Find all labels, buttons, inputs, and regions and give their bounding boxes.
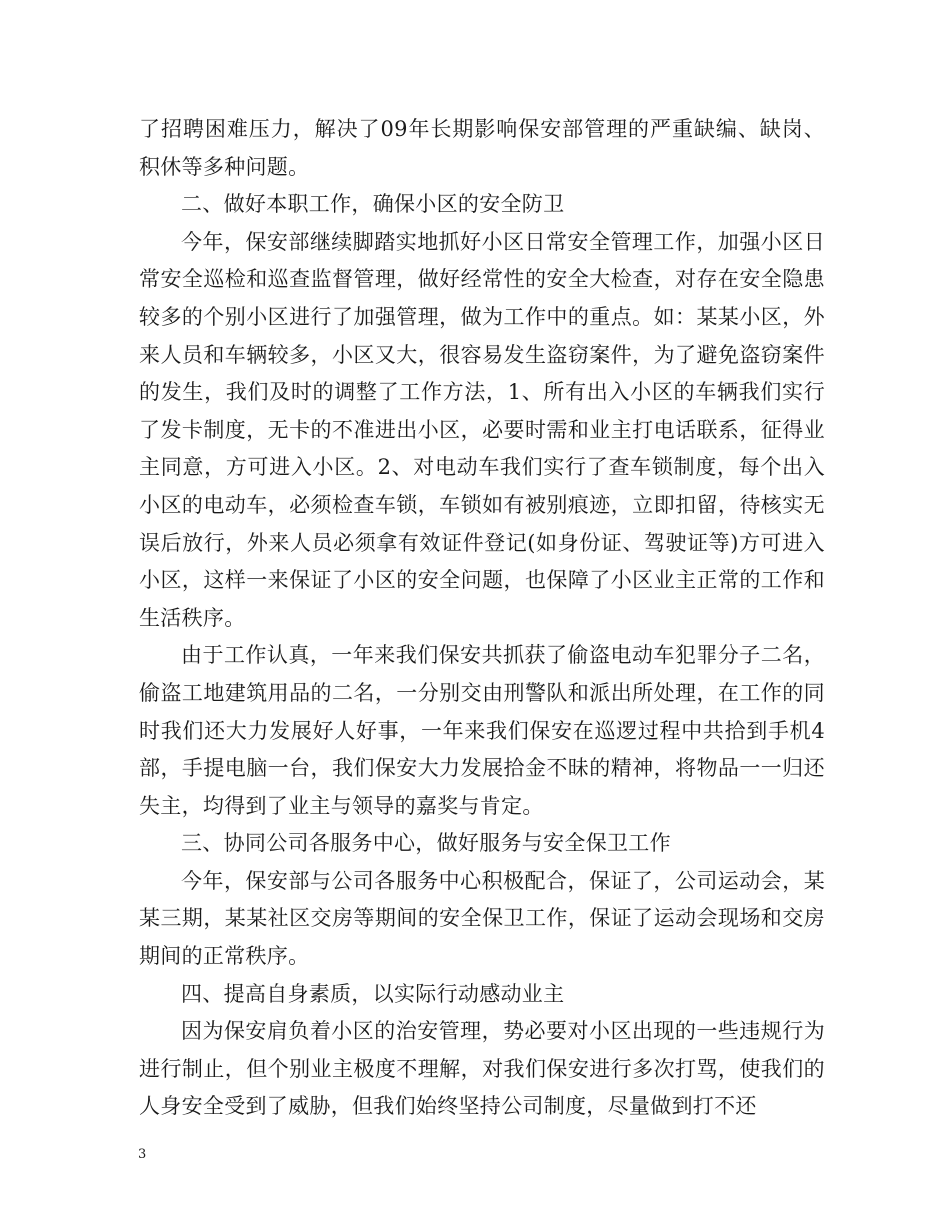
section-heading: 三、协同公司各服务中心，做好服务与安全保卫工作 — [181, 831, 671, 856]
section-heading: 四、提高自身素质，以实际行动感动业主 — [181, 981, 565, 1006]
body-paragraph: 由于工作认真，一年来我们保安共抓获了偷盗电动车犯罪分子二名，偷盗工地建筑用品的二名，一分别交由刑警队和派出所处理，在工作的同时我们还大力发展好人好事，一年来我们保安在巡逻过程中共拾到手机4部，手提电脑一台，我们保安大力发展拾金不昧的精神，将物品一一归还失主，均得到了业主与领导的嘉奖与肯定。 — [139, 643, 825, 818]
section-heading: 二、做好本职工作，确保小区的安全防卫 — [181, 192, 565, 217]
page-number: 3 — [138, 1147, 147, 1162]
body-paragraph: 了招聘困难压力，解决了09年长期影响保安部管理的严重缺编、缺岗、积休等多种问题。 — [139, 117, 825, 179]
document-body — [139, 111, 825, 1126]
body-paragraph: 因为保安肩负着小区的治安管理，势必要对小区出现的一些违规行为进行制止，但个别业主极度不理解，对我们保安进行多次打骂，使我们的人身安全受到了威胁，但我们始终坚持公司制度，尽量做到打不还 — [139, 1019, 825, 1119]
body-paragraph: 今年，保安部继续脚踏实地抓好小区日常安全管理工作，加强小区日常安全巡检和巡查监督管理，做好经常性的安全大检查，对存在安全隐患较多的个别小区进行了加强管理，做为工作中的重点。如：某某小区，外来人员和车辆较多，小区又大，很容易发生盗窃案件，为了避免盗窃案件的发生，我们及时的调整了工作方法，1、所有出入小区的车辆我们实行了发卡制度，无卡的不准进出小区，必要时需和业主打电话联系，征得业主同意，方可进入小区。2、对电动车我们实行了查车锁制度，每个出入小区的电动车，必须检查车锁，车锁如有被别痕迹，立即扣留，待核实无误后放行，外来人员必须拿有效证件登记(如身份证、驾驶证等)方可进入小区，这样一来保证了小区的安全问题，也保障了小区业主正常的工作和生活秩序。 — [139, 229, 825, 630]
body-paragraph: 今年，保安部与公司各服务中心积极配合，保证了，公司运动会，某某三期，某某社区交房等期间的安全保卫工作，保证了运动会现场和交房期间的正常秩序。 — [139, 868, 825, 969]
